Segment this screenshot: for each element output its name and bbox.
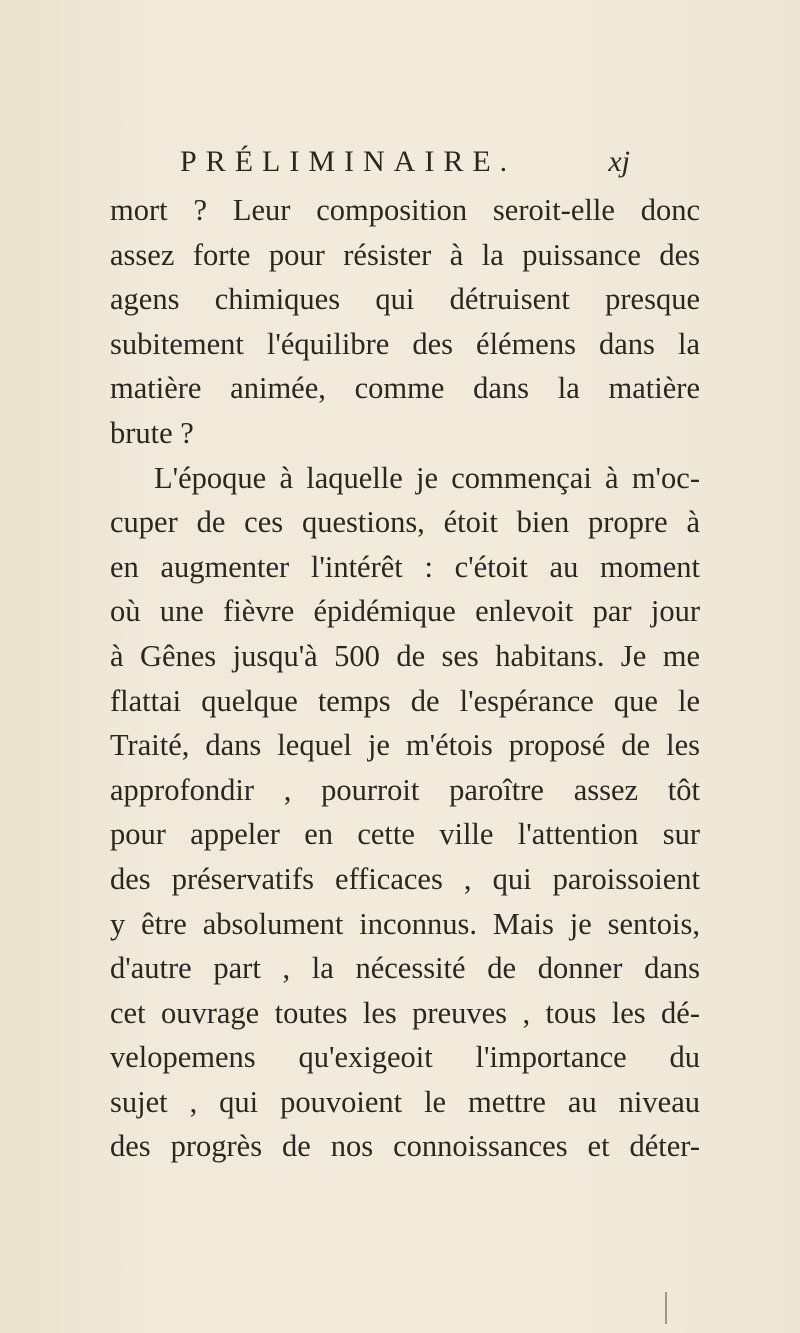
text-line: mort ? Leur composition seroit-elle donc [110,193,700,227]
text-line: sujet , qui pouvoient le mettre au niveau [110,1084,700,1119]
text-line: assez forte pour résister à la puissance des [110,237,700,272]
text-line: agens chimiques qui détruisent presque [110,282,700,317]
page-header [180,145,630,185]
text-line: matière animée, comme dans la matière [110,371,700,406]
text-line: approfondir , pourroit paroître assez tôt [110,772,700,807]
text-line: flattai quelque temps de l'espérance que le [110,683,700,718]
body-text [110,188,700,1169]
text-line: Traité, dans lequel je m'étois proposé de les [110,728,700,763]
text-line: L'époque à laquelle je commençai à m'oc- [154,460,700,495]
text-line: cuper de ces questions, étoit bien propre à [110,505,700,540]
text-line: en augmenter l'intérêt : c'étoit au moment [110,549,700,584]
text-line: cet ouvrage toutes les preuves , tous les dé- [110,995,700,1030]
text-line: subitement l'équilibre des élémens dans la [110,326,700,361]
text-line: des préservatifs efficaces , qui paroissoient [110,861,700,896]
text-line: d'autre part , la nécessité de donner dans [110,951,700,986]
text-line: pour appeler en cette ville l'attention sur [110,817,700,852]
text-line: des progrès de nos connoissances et déter- [110,1129,700,1164]
text-line: velopemens qu'exigeoit l'importance du [110,1040,700,1075]
running-title: PRÉLIMINAIRE. [180,145,517,178]
text-line: y être absolument inconnus. Mais je sentois, [110,906,700,941]
text-line: où une fièvre épidémique enlevoit par jour [110,594,700,629]
paper-mark [665,1292,667,1324]
text-line: brute ? [110,415,194,450]
text-line: à Gênes jusqu'à 500 de ses habitans. Je me [110,638,700,673]
page-number: xj [608,145,630,178]
